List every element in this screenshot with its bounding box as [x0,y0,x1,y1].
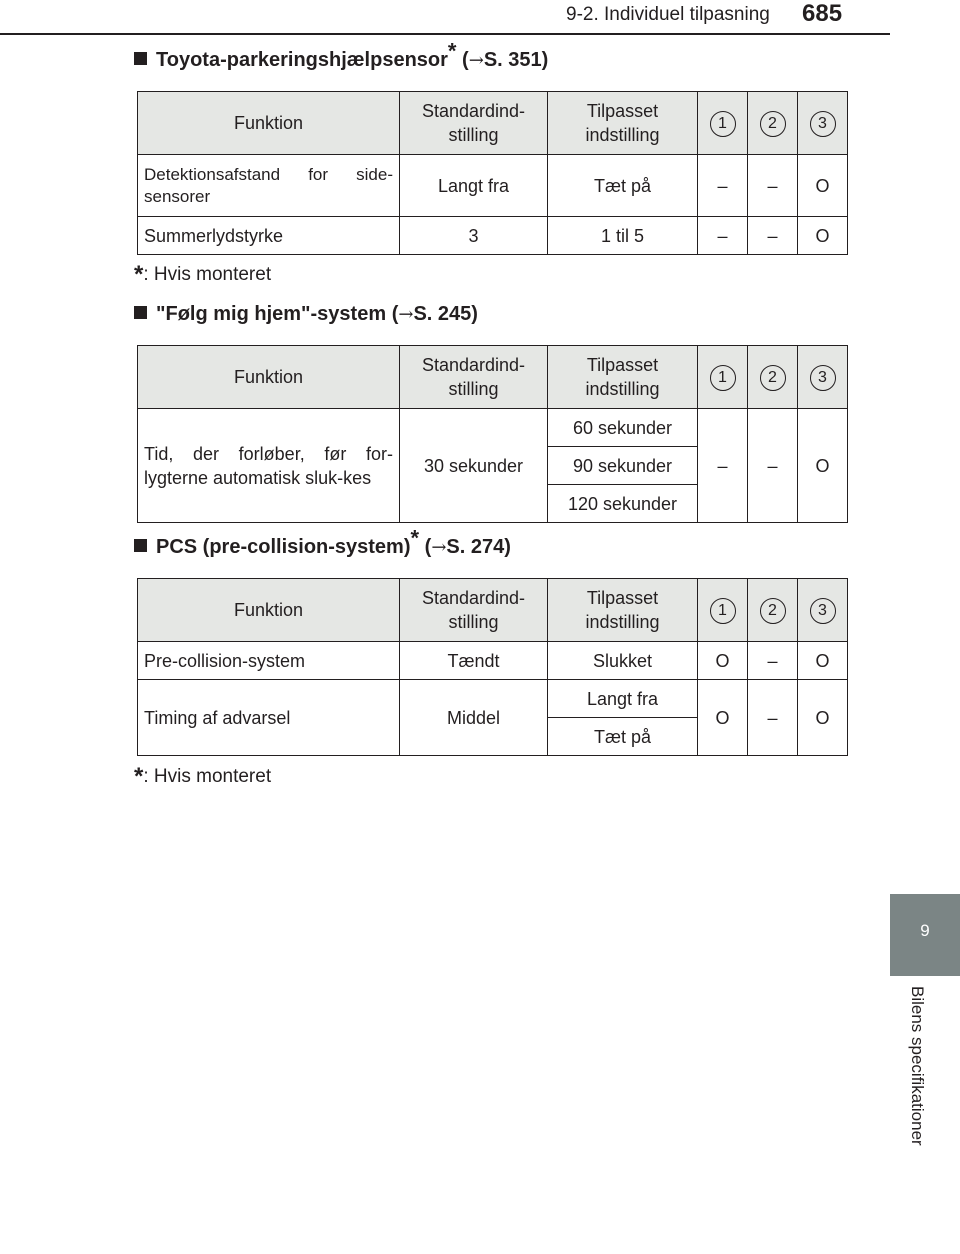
col1-cell: – [698,155,748,217]
header-section-title: 9-2. Individuel tilpasning [566,4,770,25]
chapter-tab [890,894,960,976]
col3-cell: O [798,680,848,756]
asterisk-mark: * [410,525,420,551]
col2-cell: – [748,155,798,217]
table-row [138,642,848,680]
function-cell: Timing af advarsel [138,680,400,756]
col-header-function: Funktion [138,92,400,155]
table-row [138,217,848,255]
arrow-right-icon: → [468,50,484,71]
custom-cell: 60 sekunder [548,409,698,447]
table-row [138,155,848,217]
section-title: "Følg mig hjem"-system [156,303,387,325]
circled-number-3: 3 [810,111,836,137]
chapter-number: 9 [920,921,930,940]
col2-cell: – [748,680,798,756]
function-cell: Pre-collision-system [138,642,400,680]
section-heading-follow-me-home: "Følg mig hjem"-system (→S. 245) [134,303,478,326]
default-cell: Tændt [400,642,548,680]
default-cell: Langt fra [400,155,548,217]
default-cell: Middel [400,680,548,756]
col3-cell: O [798,642,848,680]
square-bullet-icon [134,52,147,65]
circled-number-3: 3 [810,598,836,624]
section-heading-parking-sensor: Toyota-parkeringshjælpsensor* (→S. 351) [134,49,548,72]
table-row [138,409,848,447]
circled-number-2: 2 [760,598,786,624]
default-cell: 3 [400,217,548,255]
table-header-row [138,346,848,409]
col-header-default: Standardind-stilling [400,92,548,155]
header-divider [0,33,890,35]
section-title: Toyota-parkeringshjælpsensor [156,49,448,71]
page-reference: S. 274) [446,536,511,558]
col-header-3 [798,579,848,642]
asterisk-mark: * [447,38,457,64]
col1-cell: – [698,217,748,255]
section-heading-pcs: PCS (pre-collision-system)* (→S. 274) [134,536,511,559]
col3-cell: O [798,155,848,217]
custom-cell: Tæt på [548,718,698,756]
col-header-1 [698,579,748,642]
col-header-function: Funktion [138,346,400,409]
table-header-row [138,579,848,642]
col-header-custom: Tilpasset indstilling [548,92,698,155]
follow-me-home-table [137,345,848,523]
custom-cell: 1 til 5 [548,217,698,255]
pcs-table [137,578,848,756]
function-cell: Summerlydstyrke [138,217,400,255]
custom-cell: Slukket [548,642,698,680]
col-header-default: Standardind-stilling [400,579,548,642]
col-header-default: Standardind-stilling [400,346,548,409]
col-header-custom: Tilpasset indstilling [548,579,698,642]
custom-cell: 90 sekunder [548,447,698,485]
col2-cell: – [748,409,798,523]
col-header-3 [798,346,848,409]
circled-number-1: 1 [710,111,736,137]
col2-cell: – [748,217,798,255]
function-cell: Detektionsafstand for side-sensorer [138,155,400,217]
col-header-2 [748,92,798,155]
col3-cell: O [798,217,848,255]
custom-cell: Tæt på [548,155,698,217]
arrow-right-icon: → [431,537,447,558]
square-bullet-icon [134,306,147,319]
custom-cell: Langt fra [548,680,698,718]
col3-cell: O [798,409,848,523]
default-cell: 30 sekunder [400,409,548,523]
circled-number-2: 2 [760,111,786,137]
footnote: *: Hvis monteret [134,261,272,288]
table-header-row [138,92,848,155]
table-row [138,680,848,718]
circled-number-2: 2 [760,365,786,391]
col-header-1 [698,92,748,155]
col-header-function: Funktion [138,579,400,642]
page-reference: S. 245) [413,303,478,325]
section-title: PCS (pre-collision-system) [156,536,411,558]
footnote: *: Hvis monteret [134,763,272,790]
page-reference: S. 351) [483,49,549,71]
col1-cell: O [698,642,748,680]
square-bullet-icon [134,539,147,552]
col1-cell: O [698,680,748,756]
function-cell: Tid, der forløber, før for-lygterne automatisk sluk-kes [138,409,400,523]
col-header-2 [748,346,798,409]
col-header-1 [698,346,748,409]
col-header-3 [798,92,848,155]
col-header-2 [748,579,798,642]
col1-cell: – [698,409,748,523]
circled-number-3: 3 [810,365,836,391]
circled-number-1: 1 [710,598,736,624]
parking-sensor-table [137,91,848,255]
circled-number-1: 1 [710,365,736,391]
col2-cell: – [748,642,798,680]
asterisk-mark: * [134,763,144,790]
asterisk-mark: * [134,261,144,288]
page-number: 685 [802,0,843,27]
chapter-label: Bilens specifikationer [908,986,927,1146]
custom-cell: 120 sekunder [548,485,698,523]
col-header-custom: Tilpasset indstilling [548,346,698,409]
arrow-right-icon: → [398,304,414,325]
